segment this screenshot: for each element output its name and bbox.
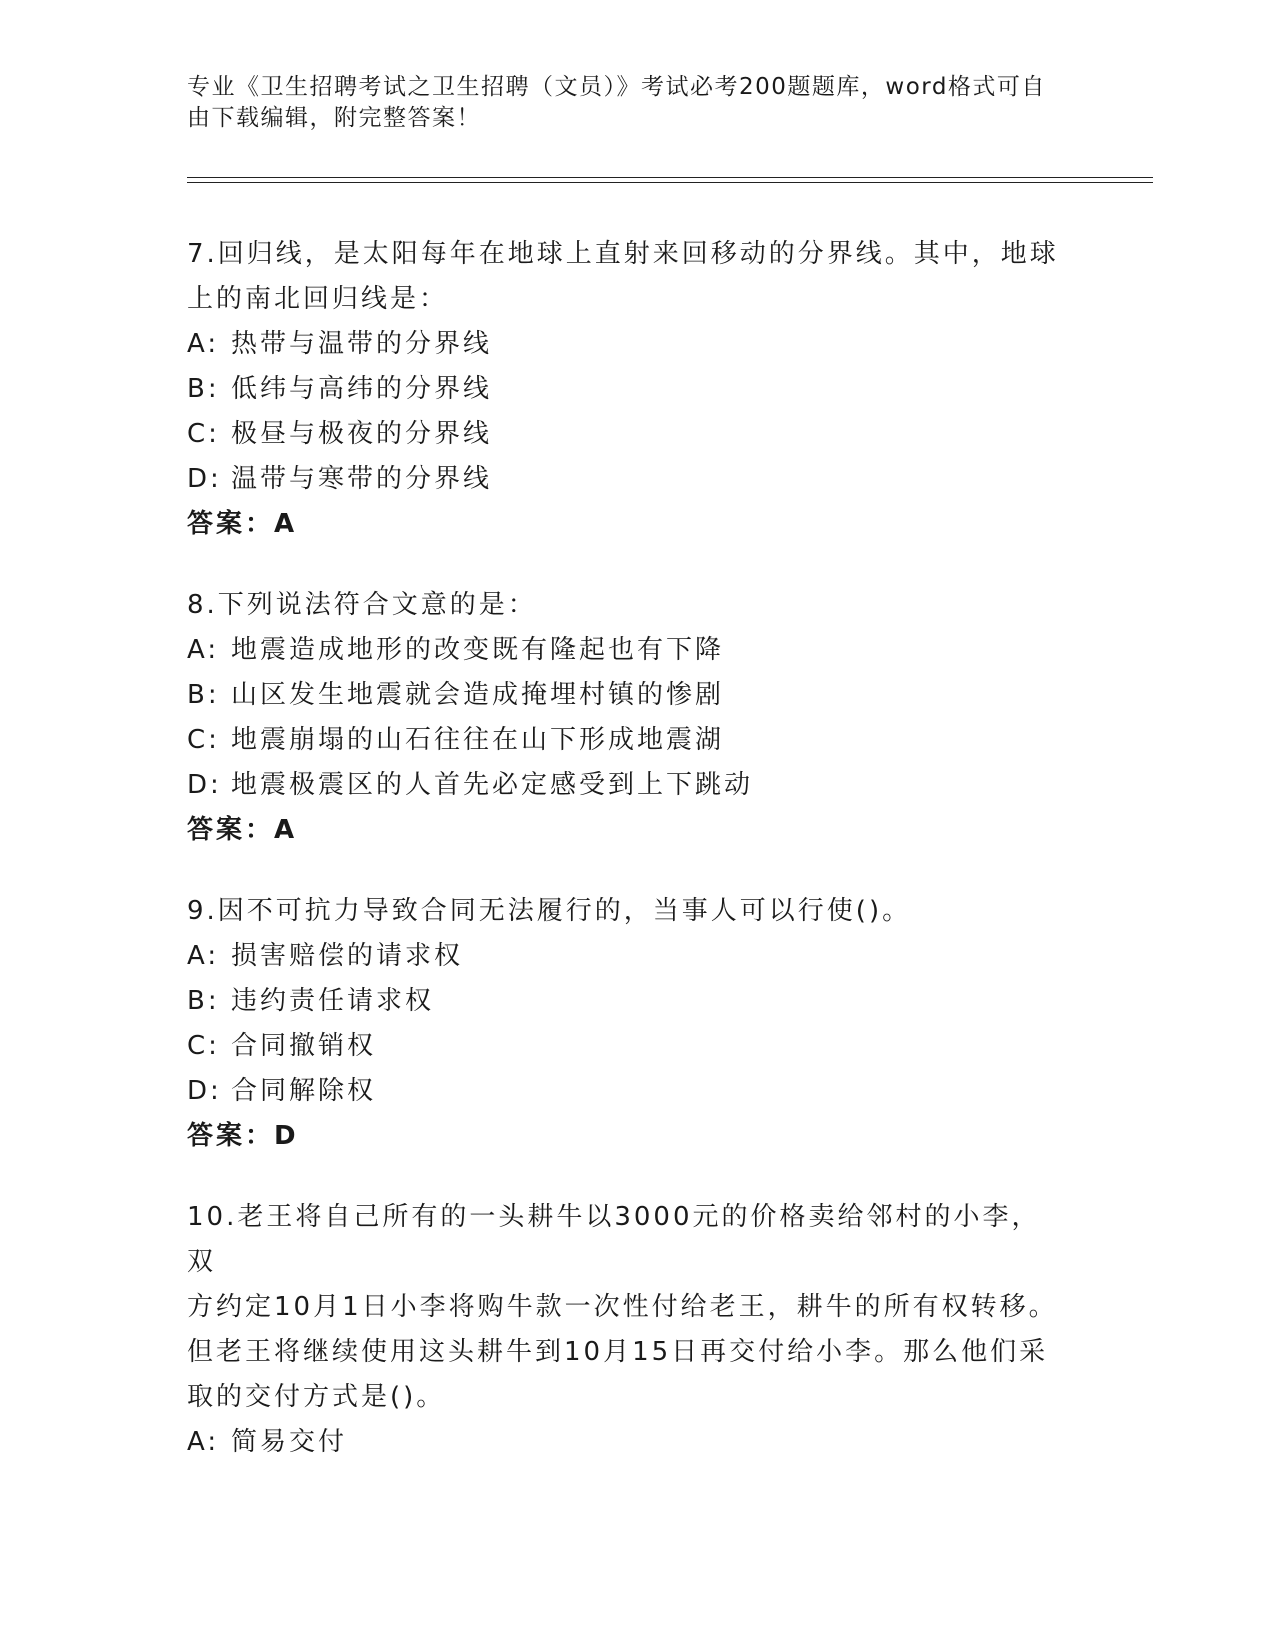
option-letter: B: bbox=[187, 986, 220, 1016]
question-list bbox=[187, 232, 1067, 1501]
option-a bbox=[187, 628, 1067, 673]
question-10 bbox=[187, 1195, 1067, 1465]
option-letter: B: bbox=[187, 374, 220, 404]
option-c bbox=[187, 412, 1067, 457]
header-divider-top bbox=[187, 177, 1153, 178]
option-text: 合同撤销权 bbox=[231, 1031, 377, 1061]
answer-line: 答案：A bbox=[187, 509, 298, 539]
option-text: 地震崩塌的山石往往在山下形成地震湖 bbox=[231, 725, 725, 755]
question-text bbox=[187, 583, 1067, 628]
question-text-line: 9.因不可抗力导致合同无法履行的，当事人可以行使()。 bbox=[187, 896, 912, 926]
option-text: 山区发生地震就会造成掩埋村镇的惨剧 bbox=[231, 680, 725, 710]
option-a bbox=[187, 934, 1067, 979]
option-letter: A: bbox=[187, 941, 220, 971]
question-text-line: 8.下列说法符合文意的是： bbox=[187, 590, 537, 620]
option-a bbox=[187, 322, 1067, 367]
option-letter: C: bbox=[187, 419, 220, 449]
option-b bbox=[187, 367, 1067, 412]
option-letter: D: bbox=[187, 770, 222, 800]
answer-line: 答案：A bbox=[187, 815, 298, 845]
option-text: 违约责任请求权 bbox=[231, 986, 435, 1016]
question-text-line: 上的南北回归线是： bbox=[187, 284, 449, 314]
option-letter: C: bbox=[187, 1031, 220, 1061]
option-letter: C: bbox=[187, 725, 220, 755]
option-b bbox=[187, 979, 1067, 1024]
question-text bbox=[187, 232, 1067, 322]
header-divider-bottom bbox=[187, 182, 1153, 183]
option-c bbox=[187, 718, 1067, 763]
question-text-line: 7.回归线，是太阳每年在地球上直射来回移动的分界线。其中，地球 bbox=[187, 239, 1059, 269]
question-text-line: 10.老王将自己所有的一头耕牛以3000元的价格卖给邻村的小李，双 bbox=[187, 1202, 1041, 1277]
option-d bbox=[187, 763, 1067, 808]
option-letter: B: bbox=[187, 680, 220, 710]
question-7 bbox=[187, 232, 1067, 547]
option-text: 低纬与高纬的分界线 bbox=[231, 374, 493, 404]
header-line-1: 专业《卫生招聘考试之卫生招聘（文员）》考试必考200题题库，word格式可自 bbox=[187, 74, 1046, 100]
question-text bbox=[187, 889, 1067, 934]
option-letter: D: bbox=[187, 1076, 222, 1106]
question-text-line: 取的交付方式是()。 bbox=[187, 1382, 446, 1412]
question-9 bbox=[187, 889, 1067, 1159]
option-letter: A: bbox=[187, 635, 220, 665]
option-c bbox=[187, 1024, 1067, 1069]
option-text: 损害赔偿的请求权 bbox=[231, 941, 464, 971]
option-text: 地震极震区的人首先必定感受到上下跳动 bbox=[231, 770, 754, 800]
option-b bbox=[187, 673, 1067, 718]
option-text: 简易交付 bbox=[231, 1427, 348, 1457]
question-8 bbox=[187, 583, 1067, 853]
option-letter: A: bbox=[187, 1427, 220, 1457]
header-line-2: 由下载编辑，附完整答案！ bbox=[187, 105, 481, 131]
option-text: 极昼与极夜的分界线 bbox=[231, 419, 493, 449]
option-text: 合同解除权 bbox=[231, 1076, 377, 1106]
option-text: 温带与寒带的分界线 bbox=[231, 464, 493, 494]
question-text-line: 方约定10月1日小李将购牛款一次性付给老王，耕牛的所有权转移。 bbox=[187, 1292, 1058, 1322]
option-letter: A: bbox=[187, 329, 220, 359]
option-d bbox=[187, 1069, 1067, 1114]
option-a bbox=[187, 1420, 1067, 1465]
option-letter: D: bbox=[187, 464, 222, 494]
document-header bbox=[187, 72, 1067, 134]
question-text-line: 但老王将继续使用这头耕牛到10月15日再交付给小李。那么他们采 bbox=[187, 1337, 1049, 1367]
question-text bbox=[187, 1195, 1067, 1420]
option-d bbox=[187, 457, 1067, 502]
option-text: 热带与温带的分界线 bbox=[231, 329, 493, 359]
answer-line: 答案：D bbox=[187, 1121, 299, 1151]
option-text: 地震造成地形的改变既有隆起也有下降 bbox=[231, 635, 725, 665]
